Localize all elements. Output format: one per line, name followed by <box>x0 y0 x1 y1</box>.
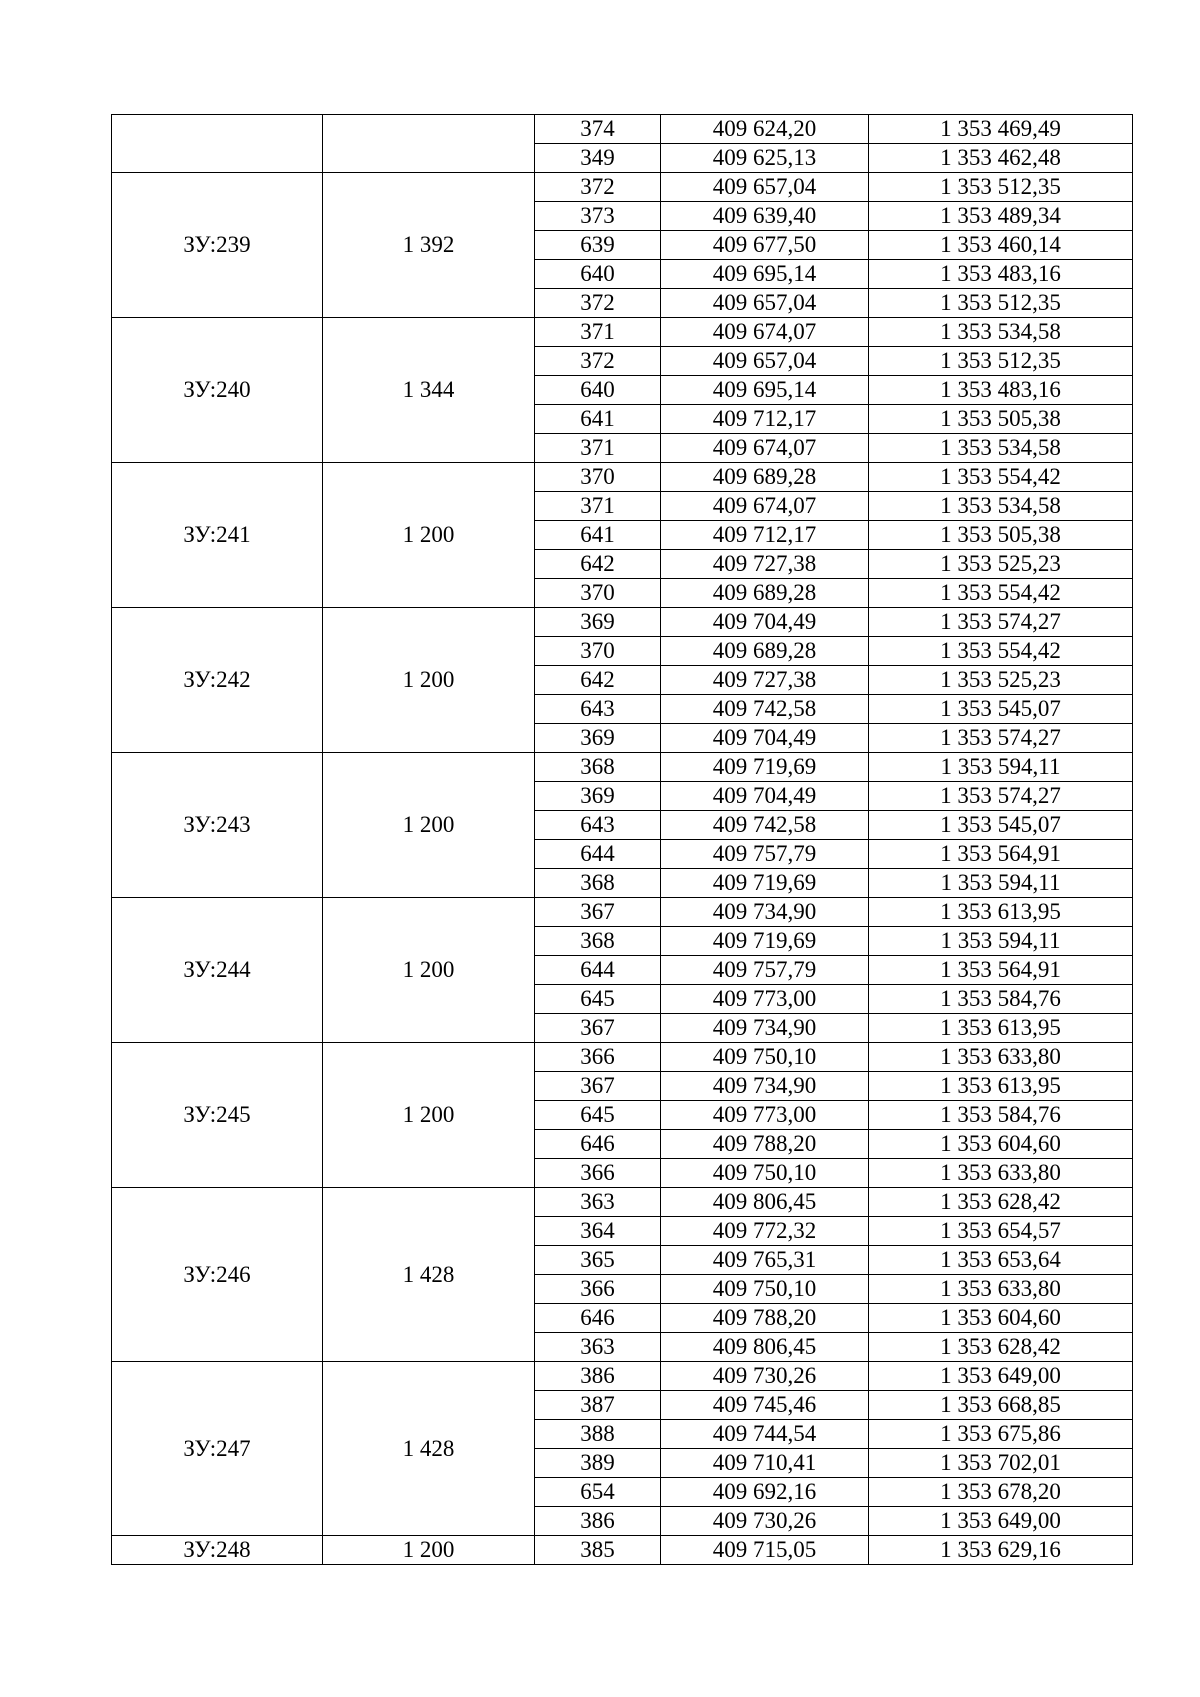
y-coordinate-cell: 1 353 512,35 <box>869 347 1133 376</box>
x-coordinate-cell: 409 695,14 <box>661 376 869 405</box>
point-number-cell: 371 <box>535 318 661 347</box>
parcel-id-cell: ЗУ:239 <box>112 173 323 318</box>
point-number-cell: 370 <box>535 637 661 666</box>
table-row <box>112 753 1133 782</box>
x-coordinate-cell: 409 624,20 <box>661 115 869 144</box>
parcel-id-cell: ЗУ:246 <box>112 1188 323 1362</box>
x-coordinate-cell: 409 719,69 <box>661 927 869 956</box>
x-coordinate-cell: 409 692,16 <box>661 1478 869 1507</box>
x-coordinate-cell: 409 757,79 <box>661 840 869 869</box>
y-coordinate-cell: 1 353 564,91 <box>869 956 1133 985</box>
point-number-cell: 644 <box>535 956 661 985</box>
y-coordinate-cell: 1 353 613,95 <box>869 898 1133 927</box>
parcel-id-cell: ЗУ:248 <box>112 1536 323 1565</box>
x-coordinate-cell: 409 750,10 <box>661 1159 869 1188</box>
x-coordinate-cell: 409 657,04 <box>661 289 869 318</box>
y-coordinate-cell: 1 353 675,86 <box>869 1420 1133 1449</box>
y-coordinate-cell: 1 353 545,07 <box>869 695 1133 724</box>
x-coordinate-cell: 409 657,04 <box>661 173 869 202</box>
point-number-cell: 363 <box>535 1188 661 1217</box>
coordinates-table <box>111 114 1133 1565</box>
x-coordinate-cell: 409 742,58 <box>661 695 869 724</box>
parcel-area-cell: 1 200 <box>323 463 535 608</box>
point-number-cell: 374 <box>535 115 661 144</box>
point-number-cell: 370 <box>535 579 661 608</box>
y-coordinate-cell: 1 353 613,95 <box>869 1072 1133 1101</box>
x-coordinate-cell: 409 745,46 <box>661 1391 869 1420</box>
x-coordinate-cell: 409 734,90 <box>661 1014 869 1043</box>
x-coordinate-cell: 409 742,58 <box>661 811 869 840</box>
y-coordinate-cell: 1 353 604,60 <box>869 1130 1133 1159</box>
y-coordinate-cell: 1 353 574,27 <box>869 782 1133 811</box>
table-row <box>112 898 1133 927</box>
y-coordinate-cell: 1 353 654,57 <box>869 1217 1133 1246</box>
y-coordinate-cell: 1 353 489,34 <box>869 202 1133 231</box>
y-coordinate-cell: 1 353 594,11 <box>869 927 1133 956</box>
point-number-cell: 644 <box>535 840 661 869</box>
x-coordinate-cell: 409 674,07 <box>661 492 869 521</box>
table-row <box>112 1536 1133 1565</box>
x-coordinate-cell: 409 657,04 <box>661 347 869 376</box>
x-coordinate-cell: 409 719,69 <box>661 753 869 782</box>
x-coordinate-cell: 409 689,28 <box>661 579 869 608</box>
point-number-cell: 389 <box>535 1449 661 1478</box>
y-coordinate-cell: 1 353 525,23 <box>869 550 1133 579</box>
x-coordinate-cell: 409 744,54 <box>661 1420 869 1449</box>
parcel-area-cell: 1 200 <box>323 753 535 898</box>
x-coordinate-cell: 409 773,00 <box>661 985 869 1014</box>
parcel-id-cell: ЗУ:247 <box>112 1362 323 1536</box>
point-number-cell: 367 <box>535 1014 661 1043</box>
x-coordinate-cell: 409 730,26 <box>661 1362 869 1391</box>
x-coordinate-cell: 409 710,41 <box>661 1449 869 1478</box>
y-coordinate-cell: 1 353 574,27 <box>869 724 1133 753</box>
point-number-cell: 641 <box>535 405 661 434</box>
y-coordinate-cell: 1 353 633,80 <box>869 1275 1133 1304</box>
point-number-cell: 654 <box>535 1478 661 1507</box>
y-coordinate-cell: 1 353 702,01 <box>869 1449 1133 1478</box>
x-coordinate-cell: 409 704,49 <box>661 724 869 753</box>
y-coordinate-cell: 1 353 525,23 <box>869 666 1133 695</box>
y-coordinate-cell: 1 353 604,60 <box>869 1304 1133 1333</box>
point-number-cell: 639 <box>535 231 661 260</box>
point-number-cell: 387 <box>535 1391 661 1420</box>
point-number-cell: 367 <box>535 1072 661 1101</box>
point-number-cell: 363 <box>535 1333 661 1362</box>
y-coordinate-cell: 1 353 633,80 <box>869 1159 1133 1188</box>
x-coordinate-cell: 409 730,26 <box>661 1507 869 1536</box>
y-coordinate-cell: 1 353 483,16 <box>869 260 1133 289</box>
x-coordinate-cell: 409 727,38 <box>661 666 869 695</box>
x-coordinate-cell: 409 695,14 <box>661 260 869 289</box>
y-coordinate-cell: 1 353 594,11 <box>869 753 1133 782</box>
x-coordinate-cell: 409 704,49 <box>661 608 869 637</box>
x-coordinate-cell: 409 806,45 <box>661 1333 869 1362</box>
x-coordinate-cell: 409 712,17 <box>661 405 869 434</box>
parcel-area-cell: 1 200 <box>323 1043 535 1188</box>
x-coordinate-cell: 409 674,07 <box>661 318 869 347</box>
table-row <box>112 608 1133 637</box>
x-coordinate-cell: 409 712,17 <box>661 521 869 550</box>
point-number-cell: 643 <box>535 695 661 724</box>
x-coordinate-cell: 409 625,13 <box>661 144 869 173</box>
y-coordinate-cell: 1 353 534,58 <box>869 434 1133 463</box>
x-coordinate-cell: 409 734,90 <box>661 898 869 927</box>
y-coordinate-cell: 1 353 649,00 <box>869 1507 1133 1536</box>
x-coordinate-cell: 409 788,20 <box>661 1130 869 1159</box>
x-coordinate-cell: 409 773,00 <box>661 1101 869 1130</box>
parcel-id-cell: ЗУ:240 <box>112 318 323 463</box>
point-number-cell: 368 <box>535 927 661 956</box>
point-number-cell: 645 <box>535 1101 661 1130</box>
y-coordinate-cell: 1 353 534,58 <box>869 492 1133 521</box>
point-number-cell: 641 <box>535 521 661 550</box>
y-coordinate-cell: 1 353 668,85 <box>869 1391 1133 1420</box>
table-row <box>112 318 1133 347</box>
y-coordinate-cell: 1 353 653,64 <box>869 1246 1133 1275</box>
point-number-cell: 364 <box>535 1217 661 1246</box>
x-coordinate-cell: 409 689,28 <box>661 463 869 492</box>
parcel-id-cell: ЗУ:242 <box>112 608 323 753</box>
table-row <box>112 173 1133 202</box>
parcel-area-cell: 1 392 <box>323 173 535 318</box>
x-coordinate-cell: 409 639,40 <box>661 202 869 231</box>
y-coordinate-cell: 1 353 460,14 <box>869 231 1133 260</box>
x-coordinate-cell: 409 750,10 <box>661 1043 869 1072</box>
y-coordinate-cell: 1 353 594,11 <box>869 869 1133 898</box>
point-number-cell: 371 <box>535 434 661 463</box>
y-coordinate-cell: 1 353 628,42 <box>869 1188 1133 1217</box>
y-coordinate-cell: 1 353 512,35 <box>869 289 1133 318</box>
y-coordinate-cell: 1 353 584,76 <box>869 985 1133 1014</box>
point-number-cell: 646 <box>535 1130 661 1159</box>
x-coordinate-cell: 409 765,31 <box>661 1246 869 1275</box>
point-number-cell: 366 <box>535 1275 661 1304</box>
point-number-cell: 368 <box>535 869 661 898</box>
point-number-cell: 372 <box>535 289 661 318</box>
point-number-cell: 386 <box>535 1507 661 1536</box>
parcel-area-cell <box>323 115 535 173</box>
parcel-area-cell: 1 200 <box>323 608 535 753</box>
x-coordinate-cell: 409 715,05 <box>661 1536 869 1565</box>
y-coordinate-cell: 1 353 633,80 <box>869 1043 1133 1072</box>
y-coordinate-cell: 1 353 554,42 <box>869 637 1133 666</box>
y-coordinate-cell: 1 353 554,42 <box>869 579 1133 608</box>
x-coordinate-cell: 409 757,79 <box>661 956 869 985</box>
x-coordinate-cell: 409 719,69 <box>661 869 869 898</box>
y-coordinate-cell: 1 353 512,35 <box>869 173 1133 202</box>
point-number-cell: 369 <box>535 608 661 637</box>
y-coordinate-cell: 1 353 483,16 <box>869 376 1133 405</box>
y-coordinate-cell: 1 353 462,48 <box>869 144 1133 173</box>
point-number-cell: 645 <box>535 985 661 1014</box>
point-number-cell: 386 <box>535 1362 661 1391</box>
y-coordinate-cell: 1 353 613,95 <box>869 1014 1133 1043</box>
point-number-cell: 372 <box>535 347 661 376</box>
parcel-area-cell: 1 200 <box>323 898 535 1043</box>
x-coordinate-cell: 409 806,45 <box>661 1188 869 1217</box>
y-coordinate-cell: 1 353 554,42 <box>869 463 1133 492</box>
point-number-cell: 369 <box>535 724 661 753</box>
point-number-cell: 367 <box>535 898 661 927</box>
point-number-cell: 349 <box>535 144 661 173</box>
x-coordinate-cell: 409 704,49 <box>661 782 869 811</box>
point-number-cell: 369 <box>535 782 661 811</box>
point-number-cell: 368 <box>535 753 661 782</box>
x-coordinate-cell: 409 674,07 <box>661 434 869 463</box>
table-row <box>112 1188 1133 1217</box>
y-coordinate-cell: 1 353 574,27 <box>869 608 1133 637</box>
point-number-cell: 646 <box>535 1304 661 1333</box>
x-coordinate-cell: 409 727,38 <box>661 550 869 579</box>
x-coordinate-cell: 409 677,50 <box>661 231 869 260</box>
parcel-id-cell <box>112 115 323 173</box>
point-number-cell: 640 <box>535 260 661 289</box>
parcel-id-cell: ЗУ:241 <box>112 463 323 608</box>
y-coordinate-cell: 1 353 628,42 <box>869 1333 1133 1362</box>
point-number-cell: 366 <box>535 1159 661 1188</box>
parcel-area-cell: 1 200 <box>323 1536 535 1565</box>
y-coordinate-cell: 1 353 505,38 <box>869 405 1133 434</box>
point-number-cell: 365 <box>535 1246 661 1275</box>
table-row <box>112 1043 1133 1072</box>
point-number-cell: 642 <box>535 550 661 579</box>
x-coordinate-cell: 409 689,28 <box>661 637 869 666</box>
parcel-area-cell: 1 428 <box>323 1188 535 1362</box>
parcel-area-cell: 1 344 <box>323 318 535 463</box>
point-number-cell: 372 <box>535 173 661 202</box>
point-number-cell: 373 <box>535 202 661 231</box>
parcel-id-cell: ЗУ:245 <box>112 1043 323 1188</box>
y-coordinate-cell: 1 353 564,91 <box>869 840 1133 869</box>
y-coordinate-cell: 1 353 584,76 <box>869 1101 1133 1130</box>
point-number-cell: 366 <box>535 1043 661 1072</box>
parcel-area-cell: 1 428 <box>323 1362 535 1536</box>
point-number-cell: 643 <box>535 811 661 840</box>
point-number-cell: 388 <box>535 1420 661 1449</box>
parcel-id-cell: ЗУ:244 <box>112 898 323 1043</box>
x-coordinate-cell: 409 734,90 <box>661 1072 869 1101</box>
y-coordinate-cell: 1 353 678,20 <box>869 1478 1133 1507</box>
table-row <box>112 1362 1133 1391</box>
point-number-cell: 370 <box>535 463 661 492</box>
y-coordinate-cell: 1 353 649,00 <box>869 1362 1133 1391</box>
point-number-cell: 371 <box>535 492 661 521</box>
x-coordinate-cell: 409 788,20 <box>661 1304 869 1333</box>
x-coordinate-cell: 409 750,10 <box>661 1275 869 1304</box>
point-number-cell: 385 <box>535 1536 661 1565</box>
x-coordinate-cell: 409 772,32 <box>661 1217 869 1246</box>
point-number-cell: 640 <box>535 376 661 405</box>
table-row <box>112 115 1133 144</box>
parcel-id-cell: ЗУ:243 <box>112 753 323 898</box>
y-coordinate-cell: 1 353 629,16 <box>869 1536 1133 1565</box>
coordinates-table-body <box>112 115 1133 1565</box>
table-row <box>112 463 1133 492</box>
y-coordinate-cell: 1 353 545,07 <box>869 811 1133 840</box>
y-coordinate-cell: 1 353 534,58 <box>869 318 1133 347</box>
y-coordinate-cell: 1 353 469,49 <box>869 115 1133 144</box>
y-coordinate-cell: 1 353 505,38 <box>869 521 1133 550</box>
point-number-cell: 642 <box>535 666 661 695</box>
